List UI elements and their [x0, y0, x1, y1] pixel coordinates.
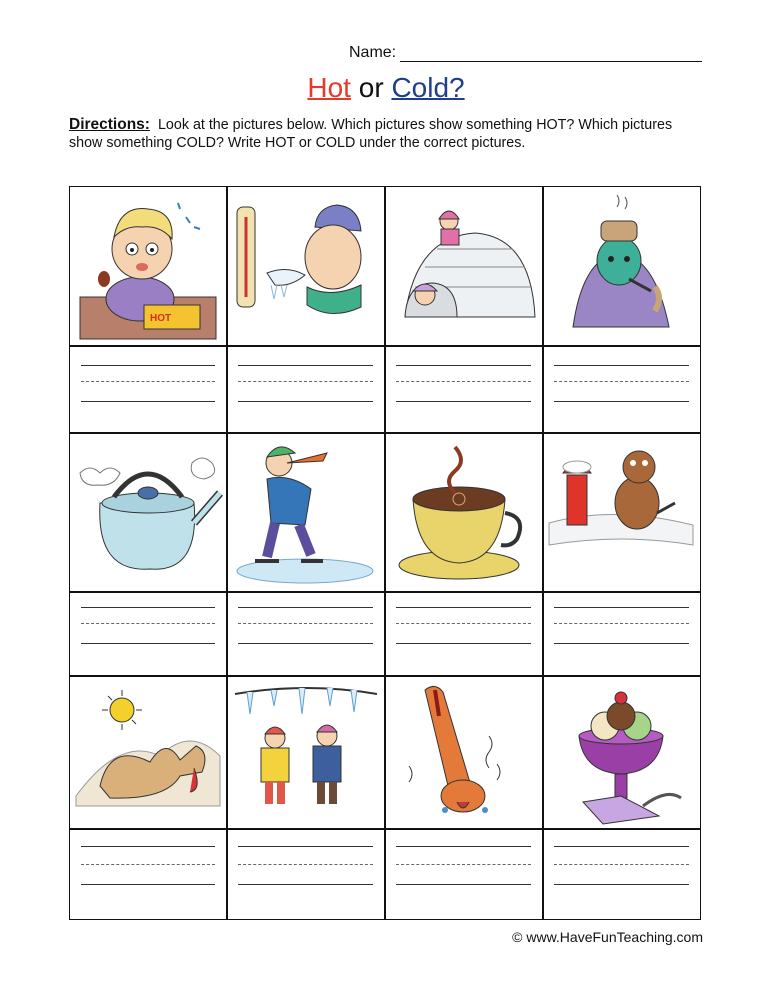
picture-cell-10	[227, 676, 384, 828]
picture-cell-5	[70, 433, 226, 591]
answer-box-9[interactable]	[70, 830, 226, 918]
answer-box-11[interactable]	[385, 830, 542, 918]
ice-cream-sundae-icon	[543, 676, 700, 828]
children-at-igloo-icon	[385, 187, 542, 345]
picture-cell-1	[70, 187, 226, 345]
page-title	[0, 72, 772, 104]
answer-box-10[interactable]	[227, 830, 384, 918]
svg-text:HOT: HOT	[150, 313, 172, 324]
title-cold: Cold?	[391, 72, 465, 103]
picture-cell-2	[227, 187, 384, 345]
picture-cell-4	[543, 187, 700, 345]
name-field	[349, 44, 702, 62]
directions-label: Directions:	[69, 116, 150, 133]
answer-box-6[interactable]	[227, 593, 384, 675]
sick-person-ice-pack-icon	[543, 187, 700, 345]
title-hot: Hot	[307, 72, 351, 103]
picture-cell-11	[385, 676, 542, 828]
answer-box-4[interactable]	[543, 347, 700, 432]
answer-box-2[interactable]	[227, 347, 384, 432]
directions-text: Look at the pictures below. Which pictures show something HOT? Which pictures show something COLD? Write HOT or COLD under the correct pictures.	[69, 117, 673, 151]
melting-thermometer-icon	[385, 676, 542, 828]
hot-cocoa-cup-icon	[385, 433, 542, 591]
picture-cell-9	[70, 676, 226, 828]
children-in-snow-icicles-icon	[227, 676, 384, 828]
worksheet-grid	[69, 186, 701, 920]
answer-box-8[interactable]	[543, 593, 700, 675]
answer-box-3[interactable]	[385, 347, 542, 432]
ice-skater-icon	[227, 433, 384, 591]
picture-cell-12	[543, 676, 700, 828]
title-or: or	[350, 72, 392, 103]
thermometer-and-freezing-man-icon	[227, 187, 384, 345]
picture-cell-3	[385, 187, 542, 345]
answer-box-5[interactable]	[70, 593, 226, 675]
camel-in-desert-sun-icon	[70, 676, 226, 828]
steaming-kettle-icon	[70, 433, 226, 591]
name-input-line[interactable]	[400, 47, 702, 62]
answer-box-7[interactable]	[385, 593, 542, 675]
answer-box-1[interactable]	[70, 347, 226, 432]
boy-eating-hot-wings-icon	[70, 187, 226, 345]
copyright-footer[interactable]: © www.HaveFunTeaching.com	[512, 929, 703, 945]
picture-cell-7	[385, 433, 542, 591]
answer-box-12[interactable]	[543, 830, 700, 918]
directions	[69, 116, 709, 152]
shivering-dog-fire-hydrant-icon	[543, 433, 700, 591]
name-label: Name:	[349, 44, 397, 61]
picture-cell-8	[543, 433, 700, 591]
picture-cell-6	[227, 433, 384, 591]
